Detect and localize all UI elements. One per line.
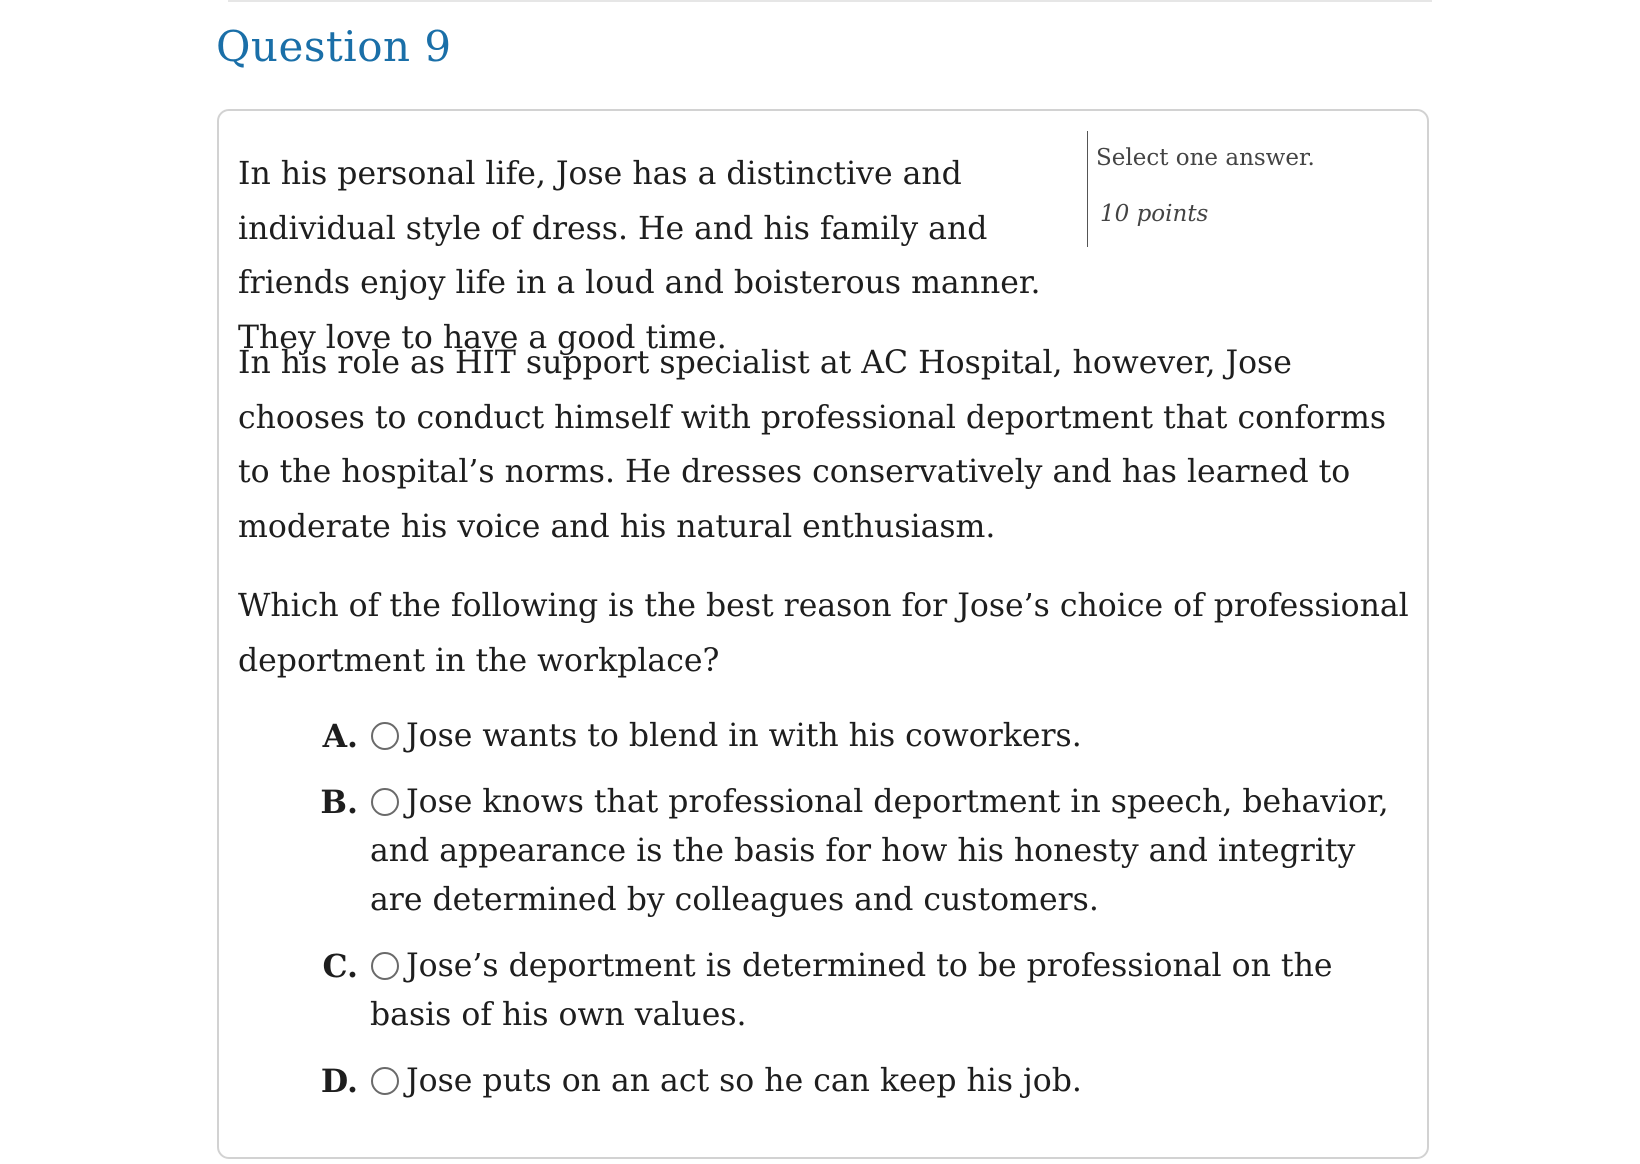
- option-text: Jose puts on an act so he can keep his job.: [406, 1063, 1082, 1099]
- option-text: Jose’s deportment is determined to be professional on the basis of his own values.: [370, 948, 1333, 1033]
- option-letter: D.: [320, 1063, 358, 1100]
- radio-button-icon[interactable]: [371, 722, 399, 750]
- option-text: Jose knows that professional deportment in speech, behavior, and appearance is the basis for how his honesty and integrity are determined by colleagues and customers.: [370, 784, 1389, 918]
- radio-button-icon[interactable]: [371, 1067, 399, 1095]
- points-value: 10 points: [1100, 201, 1209, 227]
- option-b[interactable]: [300, 778, 1410, 925]
- question-title: Question 9: [216, 22, 452, 71]
- question-prompt: Which of the following is the best reason for Jose’s choice of professional deportment in the workplace?: [238, 588, 1409, 679]
- option-letter: A.: [322, 718, 358, 755]
- option-a[interactable]: [300, 712, 1410, 761]
- question-meta: [1087, 131, 1315, 247]
- question-paragraph-2: In his role as HIT support specialist at AC Hospital, however, Jose chooses to conduct himself with professional deportment that conforms to the hospital’s norms. He dresses conservatively and has learned to moderate his voice and his natural enthusiasm.: [238, 345, 1387, 545]
- radio-button-icon[interactable]: [371, 788, 399, 816]
- option-text: Jose wants to blend in with his coworkers.: [406, 718, 1082, 754]
- radio-button-icon[interactable]: [371, 952, 399, 980]
- option-c[interactable]: [300, 942, 1410, 1040]
- option-letter: B.: [320, 784, 358, 821]
- answer-instruction: Select one answer.: [1096, 145, 1315, 171]
- option-letter: C.: [322, 948, 358, 985]
- option-d[interactable]: [300, 1057, 1410, 1106]
- top-divider: [228, 0, 1432, 2]
- answer-options: [300, 712, 1410, 1106]
- question-paragraph-1: In his personal life, Jose has a distinctive and individual style of dress. He and his family and friends enjoy life in a loud and boisterous manner. They love to have a good time.: [238, 156, 1041, 356]
